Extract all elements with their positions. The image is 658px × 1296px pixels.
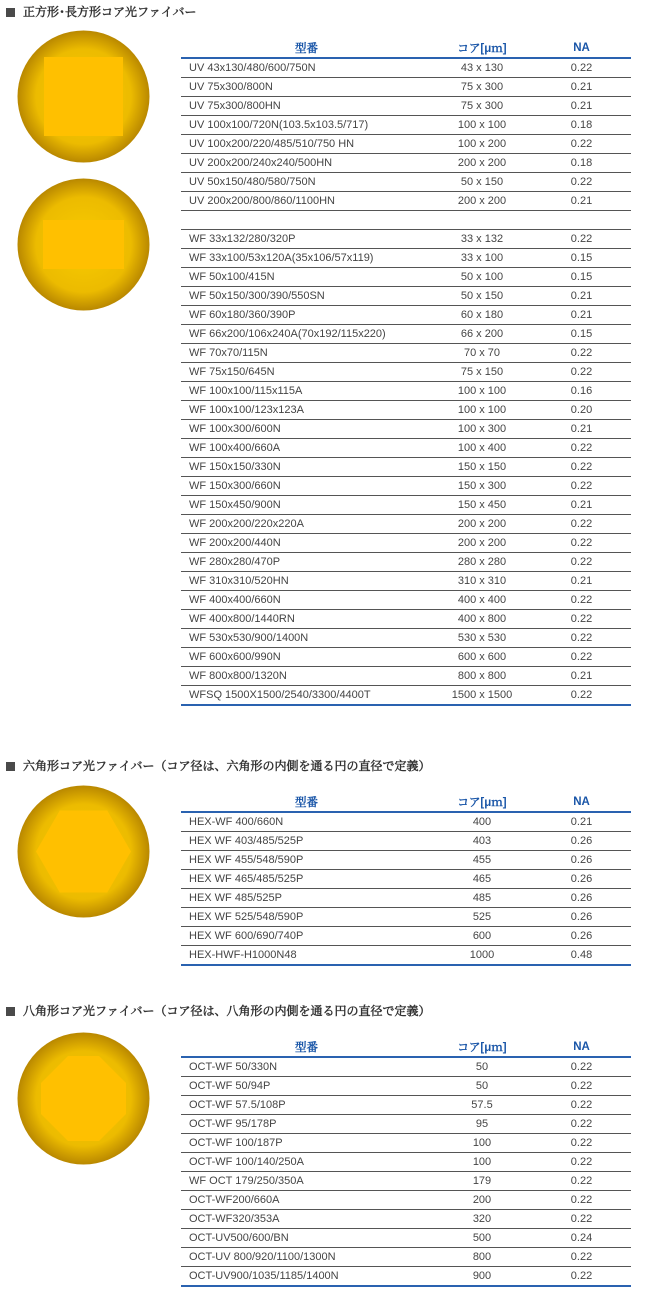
bullet-square-icon	[6, 8, 15, 17]
table-row	[181, 1172, 631, 1191]
model-cell: OCT-WF 50/330N	[181, 1057, 432, 1077]
square-core-spec-table	[181, 39, 631, 706]
na-cell: 0.21	[532, 306, 631, 325]
table-row	[181, 401, 631, 420]
na-cell: 0.22	[532, 458, 631, 477]
column-header-core: コア[μｍ]	[432, 39, 532, 58]
table-row	[181, 192, 631, 211]
core-size-cell: 33 x 100	[432, 249, 532, 268]
column-header-core: コア[μｍ]	[432, 1038, 532, 1057]
core-size-cell: 50 x 100	[432, 268, 532, 287]
core-size-cell: 66 x 200	[432, 325, 532, 344]
core-size-cell: 150 x 450	[432, 496, 532, 515]
na-cell: 0.22	[532, 1134, 631, 1153]
column-header-model: 型番	[181, 1038, 432, 1057]
na-cell: 0.22	[532, 173, 631, 192]
na-cell: 0.26	[532, 832, 631, 851]
core-size-cell: 100 x 300	[432, 420, 532, 439]
core-size-cell: 70 x 70	[432, 344, 532, 363]
table-row	[181, 116, 631, 135]
core-size-cell: 485	[432, 889, 532, 908]
model-cell: OCT-WF 57.5/108P	[181, 1096, 432, 1115]
na-cell: 0.18	[532, 116, 631, 135]
hexagonal-core-spec-table	[181, 793, 631, 966]
na-cell: 0.22	[532, 610, 631, 629]
core-size-cell: 1000	[432, 946, 532, 966]
core-size-cell: 1500 x 1500	[432, 686, 532, 706]
model-cell: OCT-WF 100/187P	[181, 1134, 432, 1153]
table-row	[181, 1057, 631, 1077]
na-cell: 0.22	[532, 629, 631, 648]
column-header-model: 型番	[181, 39, 432, 58]
na-cell: 0.22	[532, 591, 631, 610]
core-size-cell: 200	[432, 1191, 532, 1210]
core-size-cell: 310 x 310	[432, 572, 532, 591]
model-cell: WF 100x100/115x115A	[181, 382, 432, 401]
na-cell: 0.15	[532, 268, 631, 287]
table-row	[181, 1077, 631, 1096]
column-header-model: 型番	[181, 793, 432, 812]
model-cell: HEX WF 525/548/590P	[181, 908, 432, 927]
na-cell: 0.22	[532, 648, 631, 667]
model-cell: UV 75x300/800HN	[181, 97, 432, 116]
na-cell: 0.22	[532, 363, 631, 382]
table-row	[181, 268, 631, 287]
table-row	[181, 832, 631, 851]
model-cell: UV 100x100/720N(103.5x103.5/717)	[181, 116, 432, 135]
table-row	[181, 1229, 631, 1248]
na-cell: 0.22	[532, 686, 631, 706]
na-cell: 0.22	[532, 1248, 631, 1267]
core-size-cell: 50 x 150	[432, 173, 532, 192]
core-size-cell: 50	[432, 1057, 532, 1077]
model-cell: HEX WF 455/548/590P	[181, 851, 432, 870]
core-size-cell: 400	[432, 812, 532, 832]
model-cell: OCT-WF320/353A	[181, 1210, 432, 1229]
na-cell: 0.22	[532, 58, 631, 78]
model-cell: WF 66x200/106x240A(70x192/115x220)	[181, 325, 432, 344]
table-row	[181, 458, 631, 477]
table-row	[181, 572, 631, 591]
na-cell: 0.22	[532, 1153, 631, 1172]
na-cell: 0.22	[532, 1267, 631, 1287]
table-row	[181, 610, 631, 629]
na-cell: 0.22	[532, 1115, 631, 1134]
model-cell: WF OCT 179/250/350A	[181, 1172, 432, 1191]
model-cell: WF 530x530/900/1400N	[181, 629, 432, 648]
model-cell: WF 800x800/1320N	[181, 667, 432, 686]
model-cell: WF 60x180/360/390P	[181, 306, 432, 325]
model-cell: WF 150x450/900N	[181, 496, 432, 515]
table-row	[181, 325, 631, 344]
na-cell: 0.22	[532, 1077, 631, 1096]
na-cell: 0.22	[532, 439, 631, 458]
na-cell: 0.22	[532, 1096, 631, 1115]
table-row	[181, 889, 631, 908]
table-row	[181, 515, 631, 534]
octagonal-core-fiber-cross-section	[17, 1032, 150, 1165]
core-size-cell: 150 x 150	[432, 458, 532, 477]
core-size-cell: 75 x 300	[432, 97, 532, 116]
na-cell: 0.22	[532, 1172, 631, 1191]
core-size-cell: 60 x 180	[432, 306, 532, 325]
na-cell: 0.21	[532, 287, 631, 306]
na-cell: 0.26	[532, 889, 631, 908]
core-size-cell: 400 x 800	[432, 610, 532, 629]
section-title: 六角形コア光ファイバー（コア径は、六角形の内側を通る円の直径で定義）	[23, 759, 431, 773]
table-row	[181, 173, 631, 192]
core-size-cell: 179	[432, 1172, 532, 1191]
na-cell: 0.21	[532, 572, 631, 591]
model-cell: WF 280x280/470P	[181, 553, 432, 572]
table-row	[181, 648, 631, 667]
model-cell: WF 33x132/280/320P	[181, 230, 432, 249]
model-cell: HEX-WF 400/660N	[181, 812, 432, 832]
model-cell: OCT-UV900/1035/1185/1400N	[181, 1267, 432, 1287]
table-row	[181, 439, 631, 458]
table-row	[181, 534, 631, 553]
table-row	[181, 1267, 631, 1287]
model-cell: HEX WF 485/525P	[181, 889, 432, 908]
core-size-cell: 465	[432, 870, 532, 889]
core-size-cell: 50	[432, 1077, 532, 1096]
core-size-cell	[432, 211, 532, 230]
rectangular-core	[43, 220, 124, 269]
model-cell: UV 200x200/240x240/500HN	[181, 154, 432, 173]
table-row	[181, 344, 631, 363]
column-header-na: NA	[532, 793, 631, 812]
model-cell: WF 50x150/300/390/550SN	[181, 287, 432, 306]
square-core	[44, 57, 123, 136]
core-size-cell: 320	[432, 1210, 532, 1229]
na-cell: 0.22	[532, 1210, 631, 1229]
core-size-cell: 800 x 800	[432, 667, 532, 686]
core-size-cell: 403	[432, 832, 532, 851]
column-header-core: コア[μｍ]	[432, 793, 532, 812]
column-header-na: NA	[532, 1038, 631, 1057]
table-row	[181, 686, 631, 706]
column-header-na: NA	[532, 39, 631, 58]
na-cell: 0.26	[532, 870, 631, 889]
na-cell: 0.15	[532, 249, 631, 268]
model-cell: WF 150x300/660N	[181, 477, 432, 496]
table-row	[181, 135, 631, 154]
core-size-cell: 100 x 400	[432, 439, 532, 458]
model-cell: WF 100x400/660A	[181, 439, 432, 458]
core-size-cell: 400 x 400	[432, 591, 532, 610]
section-title: 八角形コア光ファイバー（コア径は、八角形の内側を通る円の直径で定義）	[23, 1004, 431, 1018]
model-cell: WF 400x400/660N	[181, 591, 432, 610]
model-cell: UV 50x150/480/580/750N	[181, 173, 432, 192]
model-cell: OCT-UV500/600/BN	[181, 1229, 432, 1248]
model-cell: OCT-WF200/660A	[181, 1191, 432, 1210]
table-row	[181, 1248, 631, 1267]
hexagonal-core-fiber-cross-section	[17, 785, 150, 918]
core-size-cell: 75 x 150	[432, 363, 532, 382]
model-cell: WF 400x800/1440RN	[181, 610, 432, 629]
section-title: 正方形･長方形コア光ファイバー	[23, 5, 197, 19]
core-size-cell: 100 x 100	[432, 116, 532, 135]
na-cell: 0.22	[532, 230, 631, 249]
table-row	[181, 249, 631, 268]
octagonal-core-spec-table	[181, 1038, 631, 1287]
na-cell: 0.21	[532, 78, 631, 97]
na-cell: 0.21	[532, 667, 631, 686]
na-cell: 0.22	[532, 477, 631, 496]
model-cell	[181, 211, 432, 230]
na-cell: 0.21	[532, 192, 631, 211]
section-heading-square	[6, 4, 197, 20]
model-cell: OCT-WF 50/94P	[181, 1077, 432, 1096]
core-size-cell: 100	[432, 1134, 532, 1153]
core-size-cell: 900	[432, 1267, 532, 1287]
core-size-cell: 800	[432, 1248, 532, 1267]
square-core-fiber-cross-section	[17, 30, 150, 163]
core-size-cell: 200 x 200	[432, 515, 532, 534]
model-cell: WF 33x100/53x120A(35x106/57x119)	[181, 249, 432, 268]
model-cell: HEX WF 465/485/525P	[181, 870, 432, 889]
na-cell: 0.21	[532, 812, 631, 832]
core-size-cell: 57.5	[432, 1096, 532, 1115]
model-cell: HEX-HWF-H1000N48	[181, 946, 432, 966]
rectangular-core-fiber-cross-section	[17, 178, 150, 311]
bullet-square-icon	[6, 1007, 15, 1016]
core-size-cell: 75 x 300	[432, 78, 532, 97]
table-row	[181, 230, 631, 249]
table-row	[181, 211, 631, 230]
na-cell: 0.21	[532, 420, 631, 439]
na-cell: 0.26	[532, 927, 631, 946]
core-size-cell: 525	[432, 908, 532, 927]
table-row	[181, 1134, 631, 1153]
table-row	[181, 496, 631, 515]
core-size-cell: 500	[432, 1229, 532, 1248]
na-cell: 0.26	[532, 851, 631, 870]
core-size-cell: 50 x 150	[432, 287, 532, 306]
table-row	[181, 1153, 631, 1172]
table-row	[181, 1191, 631, 1210]
na-cell: 0.22	[532, 344, 631, 363]
core-size-cell: 100 x 100	[432, 382, 532, 401]
model-cell: OCT-WF 100/140/250A	[181, 1153, 432, 1172]
table-row	[181, 363, 631, 382]
table-row	[181, 78, 631, 97]
table-row	[181, 629, 631, 648]
model-cell: WF 100x300/600N	[181, 420, 432, 439]
core-size-cell: 200 x 200	[432, 534, 532, 553]
table-row	[181, 287, 631, 306]
model-cell: WF 100x100/123x123A	[181, 401, 432, 420]
core-size-cell: 200 x 200	[432, 192, 532, 211]
core-size-cell: 530 x 530	[432, 629, 532, 648]
na-cell: 0.16	[532, 382, 631, 401]
model-cell: OCT-UV 800/920/1100/1300N	[181, 1248, 432, 1267]
core-size-cell: 95	[432, 1115, 532, 1134]
na-cell: 0.22	[532, 515, 631, 534]
table-row	[181, 420, 631, 439]
na-cell: 0.24	[532, 1229, 631, 1248]
table-row	[181, 946, 631, 966]
table-row	[181, 591, 631, 610]
core-size-cell: 280 x 280	[432, 553, 532, 572]
na-cell: 0.21	[532, 97, 631, 116]
core-size-cell: 150 x 300	[432, 477, 532, 496]
table-row	[181, 851, 631, 870]
table-row	[181, 477, 631, 496]
na-cell: 0.18	[532, 154, 631, 173]
core-size-cell: 600	[432, 927, 532, 946]
na-cell: 0.22	[532, 1057, 631, 1077]
core-size-cell: 100 x 100	[432, 401, 532, 420]
model-cell: WF 75x150/645N	[181, 363, 432, 382]
core-size-cell: 100 x 200	[432, 135, 532, 154]
model-cell: HEX WF 403/485/525P	[181, 832, 432, 851]
model-cell: WF 150x150/330N	[181, 458, 432, 477]
table-row	[181, 1096, 631, 1115]
table-row	[181, 382, 631, 401]
na-cell: 0.22	[532, 135, 631, 154]
na-cell: 0.15	[532, 325, 631, 344]
core-size-cell: 100	[432, 1153, 532, 1172]
model-cell: WFSQ 1500X1500/2540/3300/4400T	[181, 686, 432, 706]
core-size-cell: 33 x 132	[432, 230, 532, 249]
table-row	[181, 154, 631, 173]
table-row	[181, 1210, 631, 1229]
core-size-cell: 43 x 130	[432, 58, 532, 78]
table-row	[181, 58, 631, 78]
model-cell: UV 200x200/800/860/1100HN	[181, 192, 432, 211]
table-row	[181, 667, 631, 686]
core-size-cell: 455	[432, 851, 532, 870]
table-row	[181, 908, 631, 927]
model-cell: OCT-WF 95/178P	[181, 1115, 432, 1134]
core-size-cell: 600 x 600	[432, 648, 532, 667]
table-row	[181, 812, 631, 832]
section-heading-hexagonal	[6, 758, 431, 774]
model-cell: WF 200x200/220x220A	[181, 515, 432, 534]
model-cell: UV 100x200/220/485/510/750 HN	[181, 135, 432, 154]
na-cell: 0.22	[532, 1191, 631, 1210]
core-size-cell: 200 x 200	[432, 154, 532, 173]
model-cell: UV 75x300/800N	[181, 78, 432, 97]
table-row	[181, 927, 631, 946]
table-row	[181, 553, 631, 572]
na-cell: 0.21	[532, 496, 631, 515]
model-cell: WF 70x70/115N	[181, 344, 432, 363]
table-row	[181, 1115, 631, 1134]
na-cell: 0.48	[532, 946, 631, 966]
table-row	[181, 306, 631, 325]
model-cell: WF 200x200/440N	[181, 534, 432, 553]
model-cell: WF 310x310/520HN	[181, 572, 432, 591]
model-cell: WF 50x100/415N	[181, 268, 432, 287]
na-cell: 0.22	[532, 553, 631, 572]
na-cell: 0.20	[532, 401, 631, 420]
na-cell	[532, 211, 631, 230]
na-cell: 0.22	[532, 534, 631, 553]
model-cell: HEX WF 600/690/740P	[181, 927, 432, 946]
na-cell: 0.26	[532, 908, 631, 927]
model-cell: UV 43x130/480/600/750N	[181, 58, 432, 78]
bullet-square-icon	[6, 762, 15, 771]
table-row	[181, 97, 631, 116]
model-cell: WF 600x600/990N	[181, 648, 432, 667]
section-heading-octagonal	[6, 1003, 431, 1019]
table-row	[181, 870, 631, 889]
